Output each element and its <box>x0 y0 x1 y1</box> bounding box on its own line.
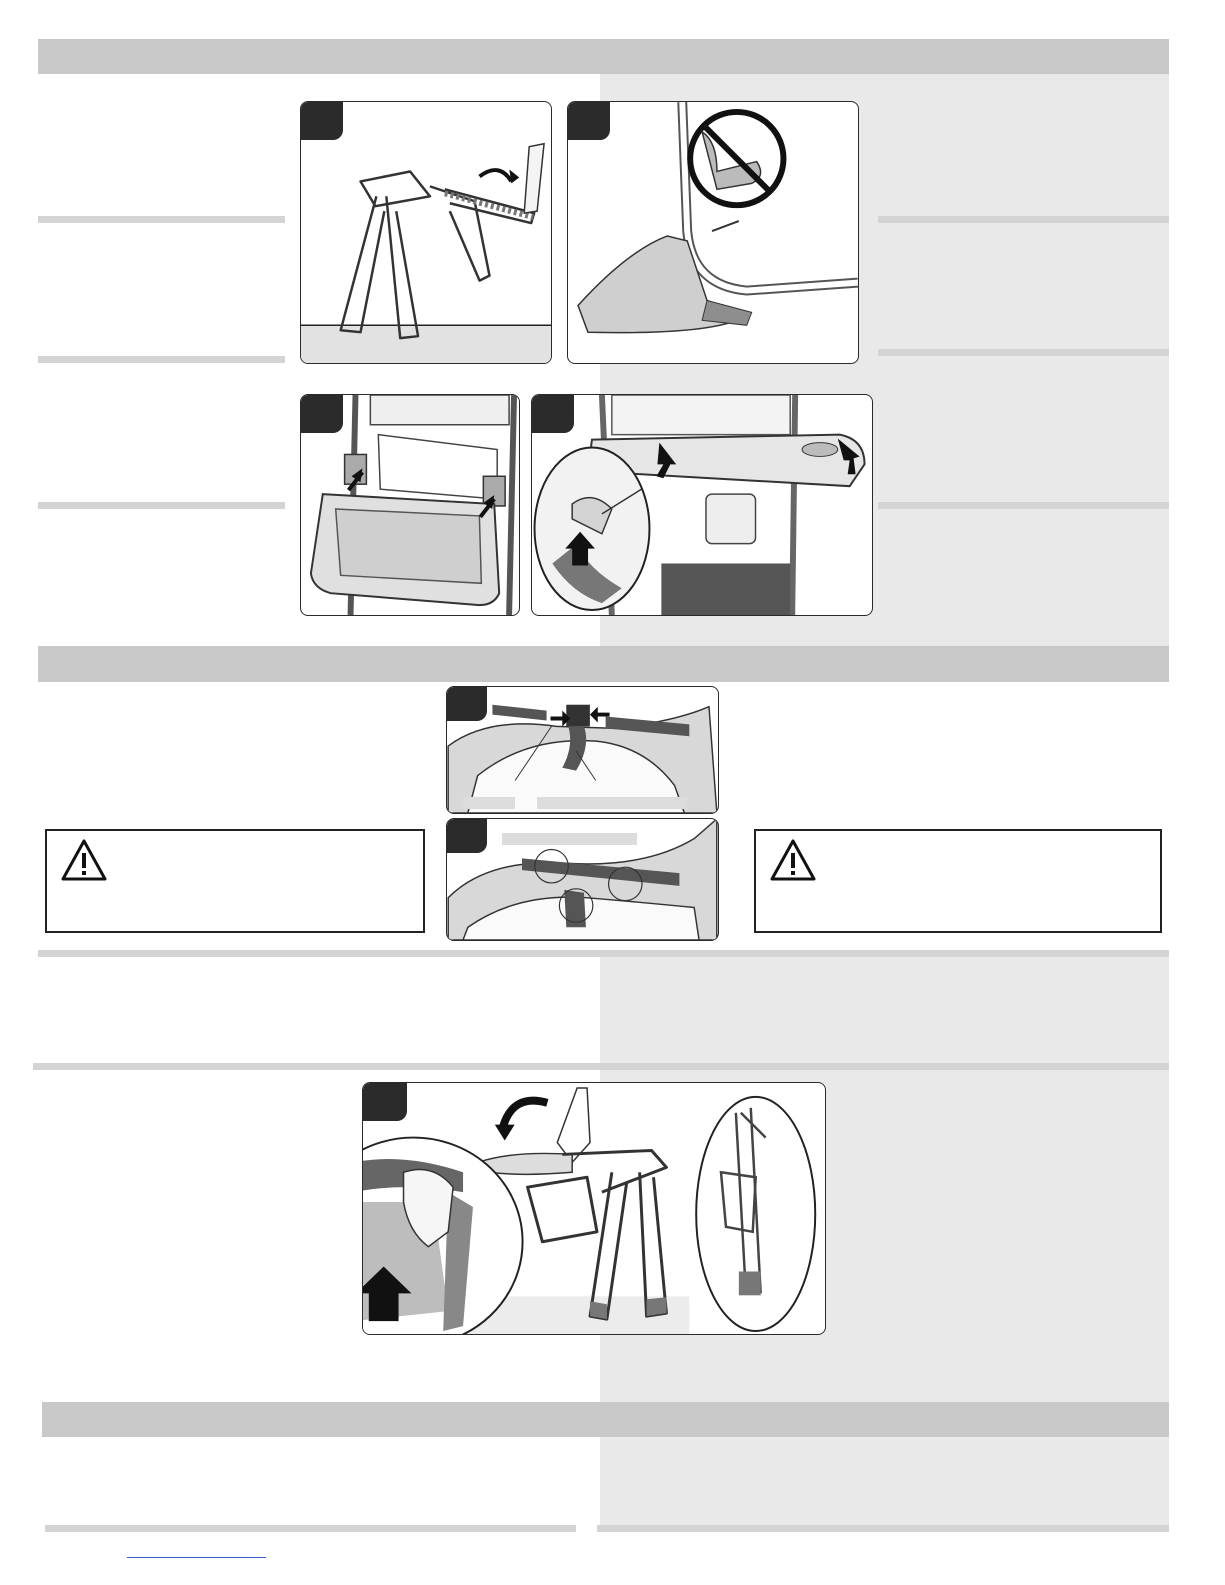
step-badge <box>447 819 487 853</box>
rule-left-2 <box>38 356 285 363</box>
right-column-bg-bottom <box>600 1437 1169 1529</box>
warning-box-left <box>45 829 425 933</box>
illustration-footrest <box>300 394 520 616</box>
warning-icon <box>61 839 107 881</box>
step-badge <box>363 1083 407 1121</box>
footer-link-underline <box>127 1557 266 1558</box>
illustration-seat-insert <box>567 101 859 364</box>
step-badge <box>447 687 487 721</box>
rule-right-2 <box>878 349 1169 356</box>
rule-left-1 <box>38 216 285 223</box>
tray-drawing <box>532 395 872 615</box>
rule-right-1 <box>878 216 1169 223</box>
step-badge <box>568 102 610 140</box>
section-header-bar-1 <box>38 39 1169 74</box>
rule-left-3 <box>38 502 285 509</box>
fold-chair-drawing <box>363 1083 825 1334</box>
unfold-chair-drawing <box>301 102 551 363</box>
step-badge <box>301 395 343 433</box>
harness-buckle-drawing <box>447 687 718 813</box>
rule-full-1 <box>38 950 1169 957</box>
illustration-harness-buckle <box>446 686 719 814</box>
illustration-harness-fastened <box>446 818 719 941</box>
callout-label <box>463 797 515 809</box>
warning-box-right <box>754 829 1162 933</box>
step-badge <box>301 102 343 140</box>
rule-bottom-right <box>597 1525 1169 1532</box>
callout-label <box>502 833 637 845</box>
illustration-fold-chair <box>362 1082 826 1335</box>
callout-label <box>537 797 687 809</box>
illustration-unfold-chair <box>300 101 552 364</box>
rule-right-3 <box>878 502 1169 509</box>
rule-full-2 <box>33 1063 1169 1070</box>
section-header-bar-3 <box>42 1402 1169 1437</box>
step-badge <box>532 395 574 433</box>
rule-bottom-left <box>45 1525 576 1532</box>
seat-insert-drawing <box>568 102 858 363</box>
illustration-tray <box>531 394 873 616</box>
section-header-bar-2 <box>38 646 1169 682</box>
warning-icon <box>770 839 816 881</box>
